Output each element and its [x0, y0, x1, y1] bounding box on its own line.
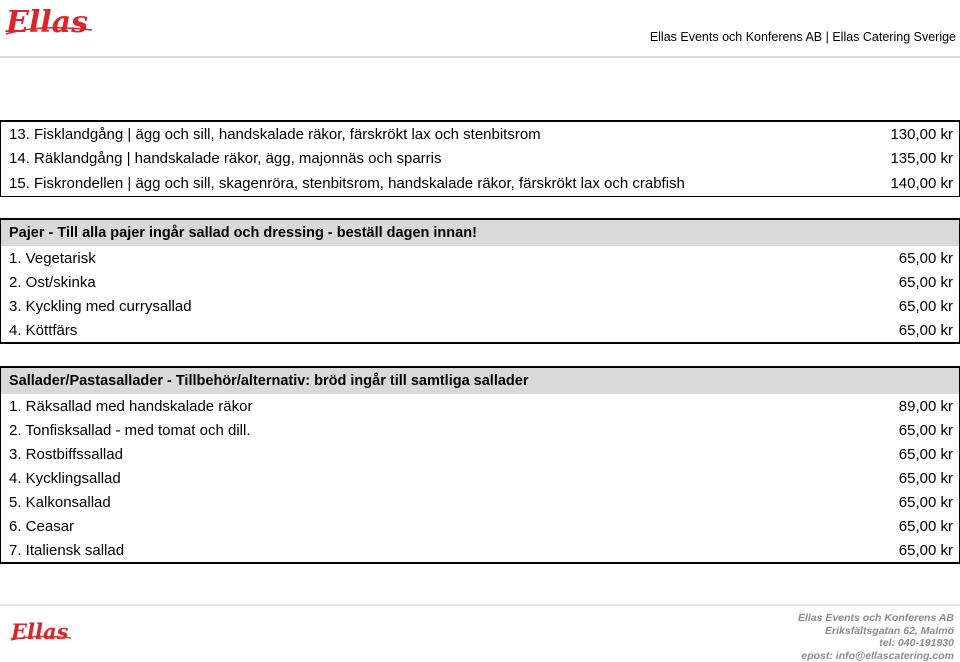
footer-address: Eriksfältsgatan 62, Malmö: [825, 624, 954, 637]
menu-item-price: 65,00 kr: [898, 249, 953, 267]
ellas-logo-text: Ellas: [6, 5, 88, 40]
footer-company: Ellas Events och Konferens AB: [798, 612, 954, 624]
menu-item-price: 89,00 kr: [898, 397, 953, 415]
section-heading-text: Pajer - Till alla pajer ingår sallad och dressing - beställ dagen innan!: [9, 225, 477, 241]
menu-item-price: 65,00 kr: [898, 517, 953, 535]
footer-divider: [0, 604, 960, 606]
menu-item-price: 140,00 kr: [890, 174, 953, 192]
menu-item-price: 65,00 kr: [898, 273, 953, 291]
menu-item-name: 4. Köttfärs: [9, 321, 78, 339]
menu-row: [1, 294, 959, 318]
footer-contact: [798, 612, 954, 662]
menu-item-name: 3. Rostbiffssallad: [9, 445, 123, 463]
section-heading: [1, 220, 959, 246]
menu-item-name: 2. Ost/skinka: [9, 273, 96, 291]
header-divider: [0, 56, 960, 58]
menu-item-name: 3. Kyckling med currysallad: [9, 297, 192, 315]
menu-item-price: 65,00 kr: [898, 297, 953, 315]
section-heading-text: Sallader/Pastasallader - Tillbehör/alternativ: bröd ingår till samtliga sallader: [9, 373, 529, 389]
menu-item-price: 65,00 kr: [898, 421, 953, 439]
menu-row: [1, 442, 959, 466]
menu-item-price: 65,00 kr: [898, 541, 953, 559]
menu-row: [1, 394, 959, 418]
menu-item-name: 1. Vegetarisk: [9, 249, 96, 267]
menu-row: [1, 171, 959, 196]
menu-row: [1, 246, 959, 270]
sallader-section: [0, 366, 960, 564]
menu-row: [1, 514, 959, 538]
menu-row: [1, 270, 959, 294]
menu-row: [1, 318, 959, 342]
footer-phone: tel: 040-191930: [879, 637, 954, 650]
menu-row: [1, 418, 959, 442]
menu-row: [1, 466, 959, 490]
ellas-logo: [0, 0, 98, 46]
menu-item-price: 65,00 kr: [898, 445, 953, 463]
menu-row: [1, 538, 959, 562]
footer-ellas-logo: [8, 616, 74, 648]
menu-item-name: 13. Fisklandgång | ägg och sill, handskalade räkor, färskrökt lax och stenbitsrom: [9, 125, 541, 143]
menu-item-name: 15. Fiskrondellen | ägg och sill, skagenröra, stenbitsrom, handskalade räkor, färskrökt lax och crabfish: [9, 174, 685, 192]
menu-item-name: 7. Italiensk sallad: [9, 541, 125, 559]
menu-row: [1, 122, 959, 147]
footer-email[interactable]: epost: info@ellascatering.com: [801, 649, 954, 662]
menu-item-price: 135,00 kr: [890, 150, 953, 168]
header-company-name: Ellas Events och Konferens AB | Ellas Catering Sverige: [649, 30, 956, 44]
menu-item-price: 130,00 kr: [890, 125, 953, 143]
menu-item-name: 1. Räksallad med handskalade räkor: [9, 397, 253, 415]
footer-logo-text: Ellas: [11, 619, 69, 644]
menu-item-name: 6. Ceasar: [9, 517, 75, 535]
menu-item-price: 65,00 kr: [898, 469, 953, 487]
menu-row: [1, 147, 959, 172]
menu-row: [1, 490, 959, 514]
menu-item-name: 14. Räklandgång | handskalade räkor, ägg, majonnäs och sparris: [9, 150, 442, 168]
menu-item-name: 5. Kalkonsallad: [9, 493, 111, 511]
pajer-section: [0, 218, 960, 344]
fisk-section: [0, 120, 960, 197]
menu-item-price: 65,00 kr: [898, 493, 953, 511]
section-heading: [1, 368, 959, 394]
menu-item-name: 4. Kycklingsallad: [9, 469, 121, 487]
menu-item-price: 65,00 kr: [898, 321, 953, 339]
menu-item-name: 2. Tonfisksallad - med tomat och dill.: [9, 421, 251, 439]
